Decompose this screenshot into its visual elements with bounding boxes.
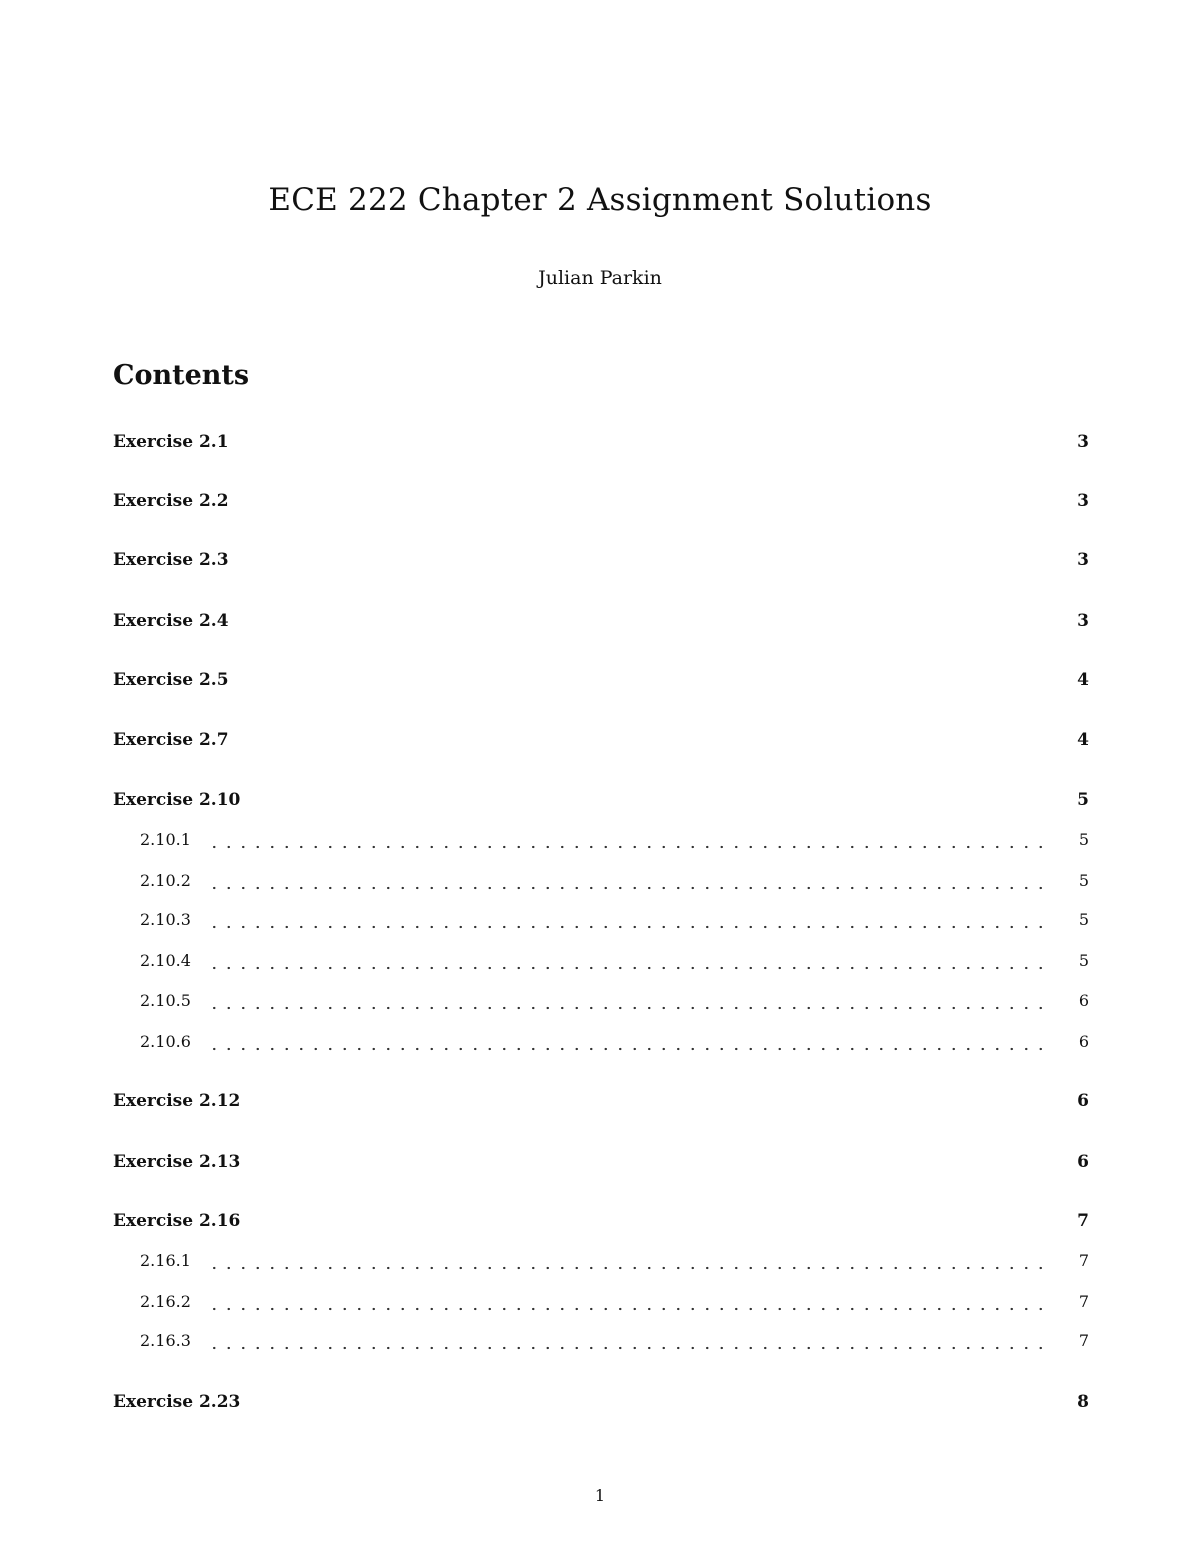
toc-subsection-entry[interactable]: [140, 910, 1089, 934]
toc-entry-label: Exercise 2.1: [113, 432, 229, 452]
toc-subsection-entry[interactable]: [140, 830, 1089, 854]
toc-entry-page: 6: [1077, 1152, 1089, 1172]
toc-entry-label: Exercise 2.7: [113, 730, 229, 750]
toc-entry-label: Exercise 2.12: [113, 1091, 241, 1111]
toc-subsection-entry[interactable]: [140, 1292, 1089, 1316]
toc-section-entry[interactable]: [113, 491, 1089, 515]
toc-entry-page: 6: [1078, 1032, 1089, 1051]
toc-entry-label: Exercise 2.4: [113, 611, 229, 631]
toc-entry-page: 7: [1078, 1251, 1089, 1270]
toc-entry-page: 7: [1078, 1292, 1089, 1311]
toc-entry-page: 5: [1078, 871, 1089, 890]
toc-entry-page: 3: [1077, 611, 1089, 631]
toc-subsection-entry[interactable]: [140, 951, 1089, 975]
toc-entry-page: 6: [1077, 1091, 1089, 1111]
toc-entry-label: Exercise 2.16: [113, 1211, 241, 1231]
toc-entry-label: 2.16.2: [140, 1292, 191, 1311]
toc-section-entry[interactable]: [113, 1392, 1089, 1416]
document-title: ECE 222 Chapter 2 Assignment Solutions: [268, 182, 932, 218]
toc-section-entry[interactable]: [113, 790, 1089, 814]
page-number: 1: [594, 1486, 606, 1505]
toc-entry-label: 2.10.4: [140, 951, 191, 970]
toc-entry-page: 5: [1078, 951, 1089, 970]
toc-entry-label: Exercise 2.2: [113, 491, 229, 511]
toc-entry-page: 3: [1077, 491, 1089, 511]
toc-subsection-entry[interactable]: [140, 991, 1089, 1015]
toc-entry-label: 2.10.6: [140, 1032, 191, 1051]
toc-subsection-entry[interactable]: [140, 1331, 1089, 1355]
toc-subsection-entry[interactable]: [140, 871, 1089, 895]
toc-section-entry[interactable]: [113, 730, 1089, 754]
toc-entry-label: Exercise 2.5: [113, 670, 229, 690]
toc-dot-leader: [207, 925, 1053, 929]
toc-dot-leader: [207, 966, 1053, 970]
contents-heading: Contents: [113, 360, 250, 391]
toc-entry-label: Exercise 2.23: [113, 1392, 241, 1412]
toc-entry-label: 2.10.1: [140, 830, 191, 849]
toc-subsection-entry[interactable]: [140, 1032, 1089, 1056]
toc-entry-label: Exercise 2.13: [113, 1152, 241, 1172]
toc-subsection-entry[interactable]: [140, 1251, 1089, 1275]
toc-section-entry[interactable]: [113, 1091, 1089, 1115]
toc-dot-leader: [207, 886, 1053, 890]
toc-entry-page: 5: [1078, 830, 1089, 849]
toc-entry-page: 7: [1078, 1331, 1089, 1350]
toc-dot-leader: [207, 1346, 1053, 1350]
toc-entry-label: 2.10.5: [140, 991, 191, 1010]
toc-section-entry[interactable]: [113, 550, 1089, 574]
toc-entry-label: 2.10.2: [140, 871, 191, 890]
toc-section-entry[interactable]: [113, 432, 1089, 456]
toc-entry-label: Exercise 2.10: [113, 790, 241, 810]
toc-entry-page: 4: [1077, 670, 1089, 690]
table-of-contents: [113, 0, 1089, 1553]
toc-dot-leader: [207, 1047, 1053, 1051]
toc-entry-page: 3: [1077, 432, 1089, 452]
toc-entry-page: 7: [1077, 1211, 1089, 1231]
toc-entry-page: 5: [1077, 790, 1089, 810]
toc-dot-leader: [207, 1266, 1053, 1270]
toc-entry-label: 2.16.3: [140, 1331, 191, 1350]
toc-entry-page: 6: [1078, 991, 1089, 1010]
toc-section-entry[interactable]: [113, 1152, 1089, 1176]
document-author: Julian Parkin: [538, 267, 662, 289]
toc-entry-page: 5: [1078, 910, 1089, 929]
toc-entry-page: 4: [1077, 730, 1089, 750]
toc-entry-page: 3: [1077, 550, 1089, 570]
toc-dot-leader: [207, 1006, 1053, 1010]
toc-entry-label: 2.10.3: [140, 910, 191, 929]
toc-entry-page: 8: [1077, 1392, 1089, 1412]
toc-dot-leader: [207, 845, 1053, 849]
toc-entry-label: Exercise 2.3: [113, 550, 229, 570]
toc-section-entry[interactable]: [113, 1211, 1089, 1235]
toc-entry-label: 2.16.1: [140, 1251, 191, 1270]
toc-dot-leader: [207, 1307, 1053, 1311]
toc-section-entry[interactable]: [113, 611, 1089, 635]
toc-section-entry[interactable]: [113, 670, 1089, 694]
